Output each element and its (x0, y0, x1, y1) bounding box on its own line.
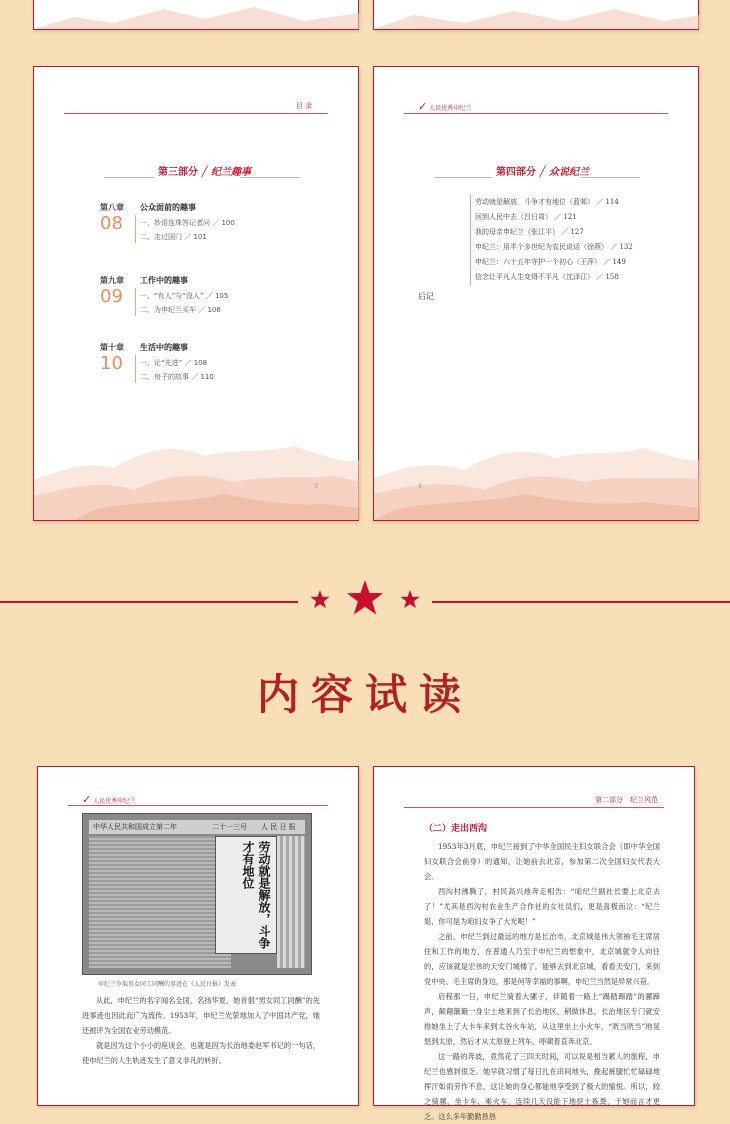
newspaper-columns (89, 836, 231, 968)
afterword-link[interactable]: 后记 (418, 292, 434, 301)
paragraph: 启程那一日，申纪兰骑着大骡子，伴随着一路上“踢踏踢踏”的骡蹄声，颠颠簸簸一身尘土地来到了长治地区，稍做休息，长治地区专门就安排她坐上了大卡车来到太谷火车站，从这里坐上小火车，“咣当咣当”地晃悠到太原，然后才从太原登上列车，呼啸着直奔北京。 (424, 992, 660, 1046)
part-subtitle: 众说纪兰 (549, 167, 589, 178)
chapter-bar (135, 355, 136, 383)
chapter-label: 第十章 (100, 343, 124, 352)
logo-mark-icon: ✓ (82, 793, 92, 806)
chapter-label: 第八章 (100, 203, 124, 212)
toc-item[interactable]: 信念让平凡人生变得不平凡（沈泽江） ／ 158 (475, 273, 619, 281)
preview-page-left (37, 766, 359, 1106)
toc-item[interactable]: 二、房子的故事 ／ 110 (140, 373, 214, 381)
header-rule (64, 113, 328, 114)
toc-page-part-three (33, 66, 359, 521)
paragraph: 之前，申纪兰到过最远的地方是长治市，北京城是伟大领袖毛主席居住和工作的地方，在普通人乃至于申纪兰的想象中，北京城就令人向往的，应该就是宏伟的天安门城楼了，能够去到北京城，看看天安门，来到党中央、毛主席的身边，那是何等幸福的事啊，申纪兰当然是异常兴奋。 (424, 932, 660, 986)
toc-item[interactable]: 劳动就是解放 斗争才有地位（蓝邨） ／ 114 (475, 198, 619, 206)
part-subtitle: 纪兰趣事 (211, 167, 251, 178)
logo-text: 人民优秀申纪兰 (93, 798, 136, 805)
page-number: 4 (418, 483, 422, 490)
chapter-entry (100, 202, 235, 241)
mountain-decoration (374, 0, 700, 29)
part-title: 第四部分 ╱ 众说纪兰 (496, 167, 589, 178)
paragraph: 这一路的奔波，竟然花了三四天时间，可以说是相当累人的旅程，申纪兰也感到很乏。她早就习惯了每日扎在田间地头，挽起裤腿忙忙碌碌地挥汗如雨劳作不息，这让她的身心都能地享受到了极大的愉悦。所以，较之骑骡、坐卡车、乘火车，连续几天没能下地挖土拣粪，于她而言才更乏。这么多年勤勤恳恳 (424, 1052, 660, 1121)
part-rule-right (580, 177, 640, 178)
header-rule (404, 113, 668, 114)
chapter-title: 工作中的趣事 (140, 276, 188, 285)
preview-page-right (373, 766, 695, 1121)
body-text (424, 839, 660, 1124)
prev-page-left (33, 0, 359, 30)
mountain-decoration (374, 420, 700, 520)
chapter-entry (100, 275, 229, 314)
chapter-items (140, 356, 214, 384)
page-number: 3 (314, 483, 318, 490)
toc-item[interactable]: 申纪兰：六十五年守护一个初心（王萍） ／ 149 (475, 258, 626, 266)
newspaper-photo (82, 813, 312, 975)
part-rule-left (434, 177, 492, 178)
toc-item[interactable]: 我的母亲申纪兰（张江平） ／ 127 (475, 228, 584, 236)
header-rule (404, 807, 664, 808)
toc-item[interactable]: 回到人民中去（吕日周） ／ 121 (475, 213, 577, 221)
paragraph: 就是因为这个小小的座谈会，也就是因为长治地委赵军书记的一句话，使申纪兰的人生轨迹发生了意义非凡的转折。 (82, 1041, 320, 1065)
running-head: 第二部分 纪兰风范 (595, 796, 658, 804)
chapter-number: 10 (100, 353, 123, 374)
toc-item[interactable]: 一、妙语连珠答记者问 ／ 100 (140, 219, 235, 227)
chapter-items (140, 289, 228, 317)
photo-caption: 申纪兰争取男女同工同酬的事迹在《人民日报》发表 (98, 981, 237, 988)
part-label: 第三部分 (158, 167, 198, 178)
divider-line-left (0, 601, 298, 603)
chapter-label: 第九章 (100, 276, 124, 285)
mountain-decoration (34, 420, 360, 520)
logo-mark-icon: ✓ (418, 100, 428, 113)
stars-icon (307, 580, 423, 620)
paragraph: 西沟村沸腾了，村民高兴地奔走相告：“咱纪兰副社长要上北京去了！”尤其是西沟村农业生产合作社的女社员们，更是喜极而泣：“纪兰姐，你可是为咱妇女争了大光呢！” (424, 887, 660, 926)
toc-item[interactable]: 申纪兰：用半个多世纪为农民说话（徐燕） ／ 132 (475, 243, 633, 251)
logo-text: 人民优秀申纪兰 (429, 105, 472, 112)
chapter-items (140, 216, 235, 244)
section-subhead: （二）走出西沟 (424, 824, 488, 834)
paragraph: 从此，申纪兰的名字闻名全国，名扬华夏，她首倡“男女同工同酬”的先进事迹也因此而广为流传。1953年，申纪兰光荣地加入了中国共产党，她还被评为全国农业劳动模范。 (82, 996, 320, 1035)
toc-page-part-four (373, 66, 699, 521)
newspaper-headline: 劳动就是解放，斗争才有地位 (215, 836, 277, 954)
chapter-bar (135, 215, 136, 243)
part-rule-right (240, 177, 300, 178)
paragraph: 1953年3月底，申纪兰接到了中华全国民主妇女联合会（即中华全国妇女联合会前身）的通知，让她前去北京，参加第二次全国妇女代表大会。 (424, 842, 660, 881)
chapter-number: 08 (100, 213, 123, 234)
chapter-title: 生活中的趣事 (140, 343, 188, 352)
toc-item[interactable]: 一、“有人”与“没人” ／ 105 (140, 292, 229, 300)
part-title: 第三部分 ╱ 纪兰趣事 (158, 167, 251, 178)
part-rule-left (104, 177, 154, 178)
mountain-decoration (34, 0, 360, 29)
book-logo (418, 100, 471, 113)
chapter-bar (135, 288, 136, 316)
chapter-number: 09 (100, 286, 123, 307)
toc-item[interactable]: 一、论“先进” ／ 108 (140, 359, 208, 367)
chapter-title: 公众面前的趣事 (140, 203, 196, 212)
body-text (82, 993, 320, 1068)
divider-line-right (432, 601, 730, 603)
section-title: 内容试读 (256, 670, 473, 719)
toc-item[interactable]: 二、走过国门 ／ 101 (140, 233, 207, 241)
prev-page-right (373, 0, 699, 30)
header-rule (68, 805, 328, 806)
toc-item[interactable]: 二、为申纪兰买车 ／ 106 (140, 306, 221, 314)
essay-list (470, 195, 633, 285)
newspaper-masthead: 中华人民共和国成立第二年 二十一三号 人 民 日 报 (89, 820, 305, 834)
newspaper-sidebar (277, 836, 305, 968)
chapter-entry (100, 342, 214, 381)
part-label: 第四部分 (496, 167, 536, 178)
running-head: 目 录 (295, 102, 312, 110)
